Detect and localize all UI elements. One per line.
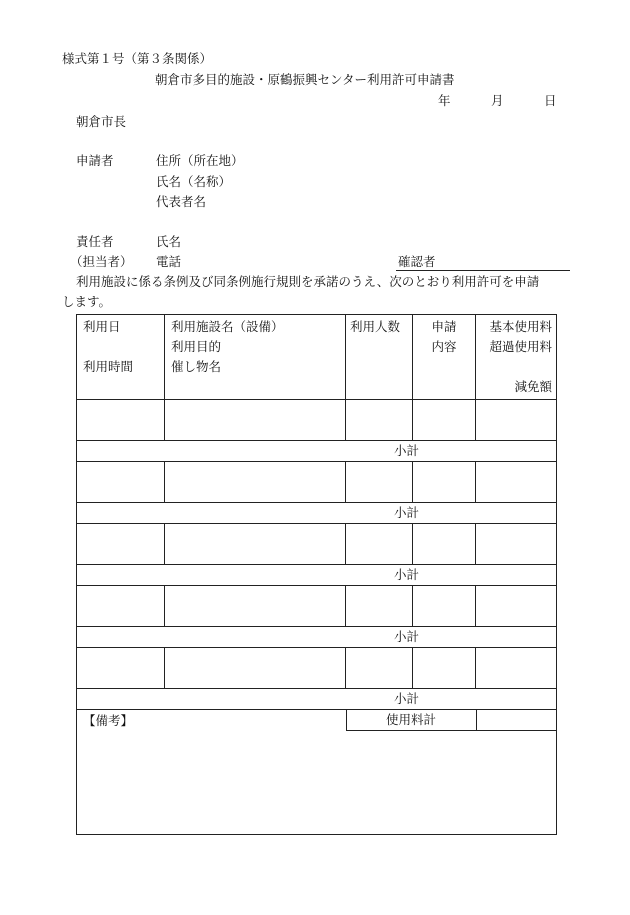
notes-row [77,710,557,835]
form-number: 様式第１号（第３条関係） [62,51,213,66]
total-value-cell[interactable] [477,710,557,730]
header-date-time: 利用日 利用時間 [77,315,165,400]
confirmer-label: 確認者 [398,254,436,269]
table-row [77,648,557,689]
total-label: 使用料計 [346,710,477,730]
subtotal-row [77,627,557,648]
confirmer-underline [396,270,570,271]
table-row [77,462,557,503]
subtotal-label: 小計 [393,567,419,582]
header-facility: 利用施設名（設備） 利用目的 催し物名 [165,315,346,400]
table-row [77,524,557,565]
subtotal-label: 小計 [393,443,419,458]
header-fees: 基本使用料 超過使用料 減免額 [476,315,557,400]
applicant-address-label: 住所（所在地） [156,153,244,168]
subtotal-row [77,503,557,524]
subtotal-row [77,441,557,462]
subtotal-label: 小計 [393,505,419,520]
header-request-content: 申請 内容 [413,315,476,400]
table-row [77,586,557,627]
subtotal-row [77,689,557,710]
addressee: 朝倉市長 [76,114,127,129]
subtotal-label: 小計 [393,691,419,706]
applicant-representative-label: 代表者名 [156,194,207,209]
statement-line-2: します。 [62,294,112,309]
date-year: 年 [438,93,451,108]
page-title: 朝倉市多目的施設・原鶴振興センター利用許可申請書 [155,72,455,87]
date-month: 月 [491,93,504,108]
table-row [77,400,557,441]
applicant-label: 申請者 [76,153,114,168]
application-table [76,314,557,835]
table-header-row [77,315,557,400]
responsible-label: 責任者 [76,234,114,249]
statement-line-1: 利用施設に係る条例及び同条例施行規則を承諾のうえ、次のとおり利用許可を申請 [76,274,540,289]
notes-label: 【備考】 [83,713,134,728]
contact-person-label: （担当者） [70,254,133,269]
subtotal-label: 小計 [393,629,419,644]
date-day: 日 [544,93,557,108]
subtotal-row [77,565,557,586]
applicant-name-label: 氏名（名称） [156,174,232,189]
notes-area[interactable] [77,710,346,835]
header-attendees: 利用人数 [346,315,413,400]
phone-label: 電話 [156,254,182,269]
responsible-name-label: 氏名 [156,234,182,249]
